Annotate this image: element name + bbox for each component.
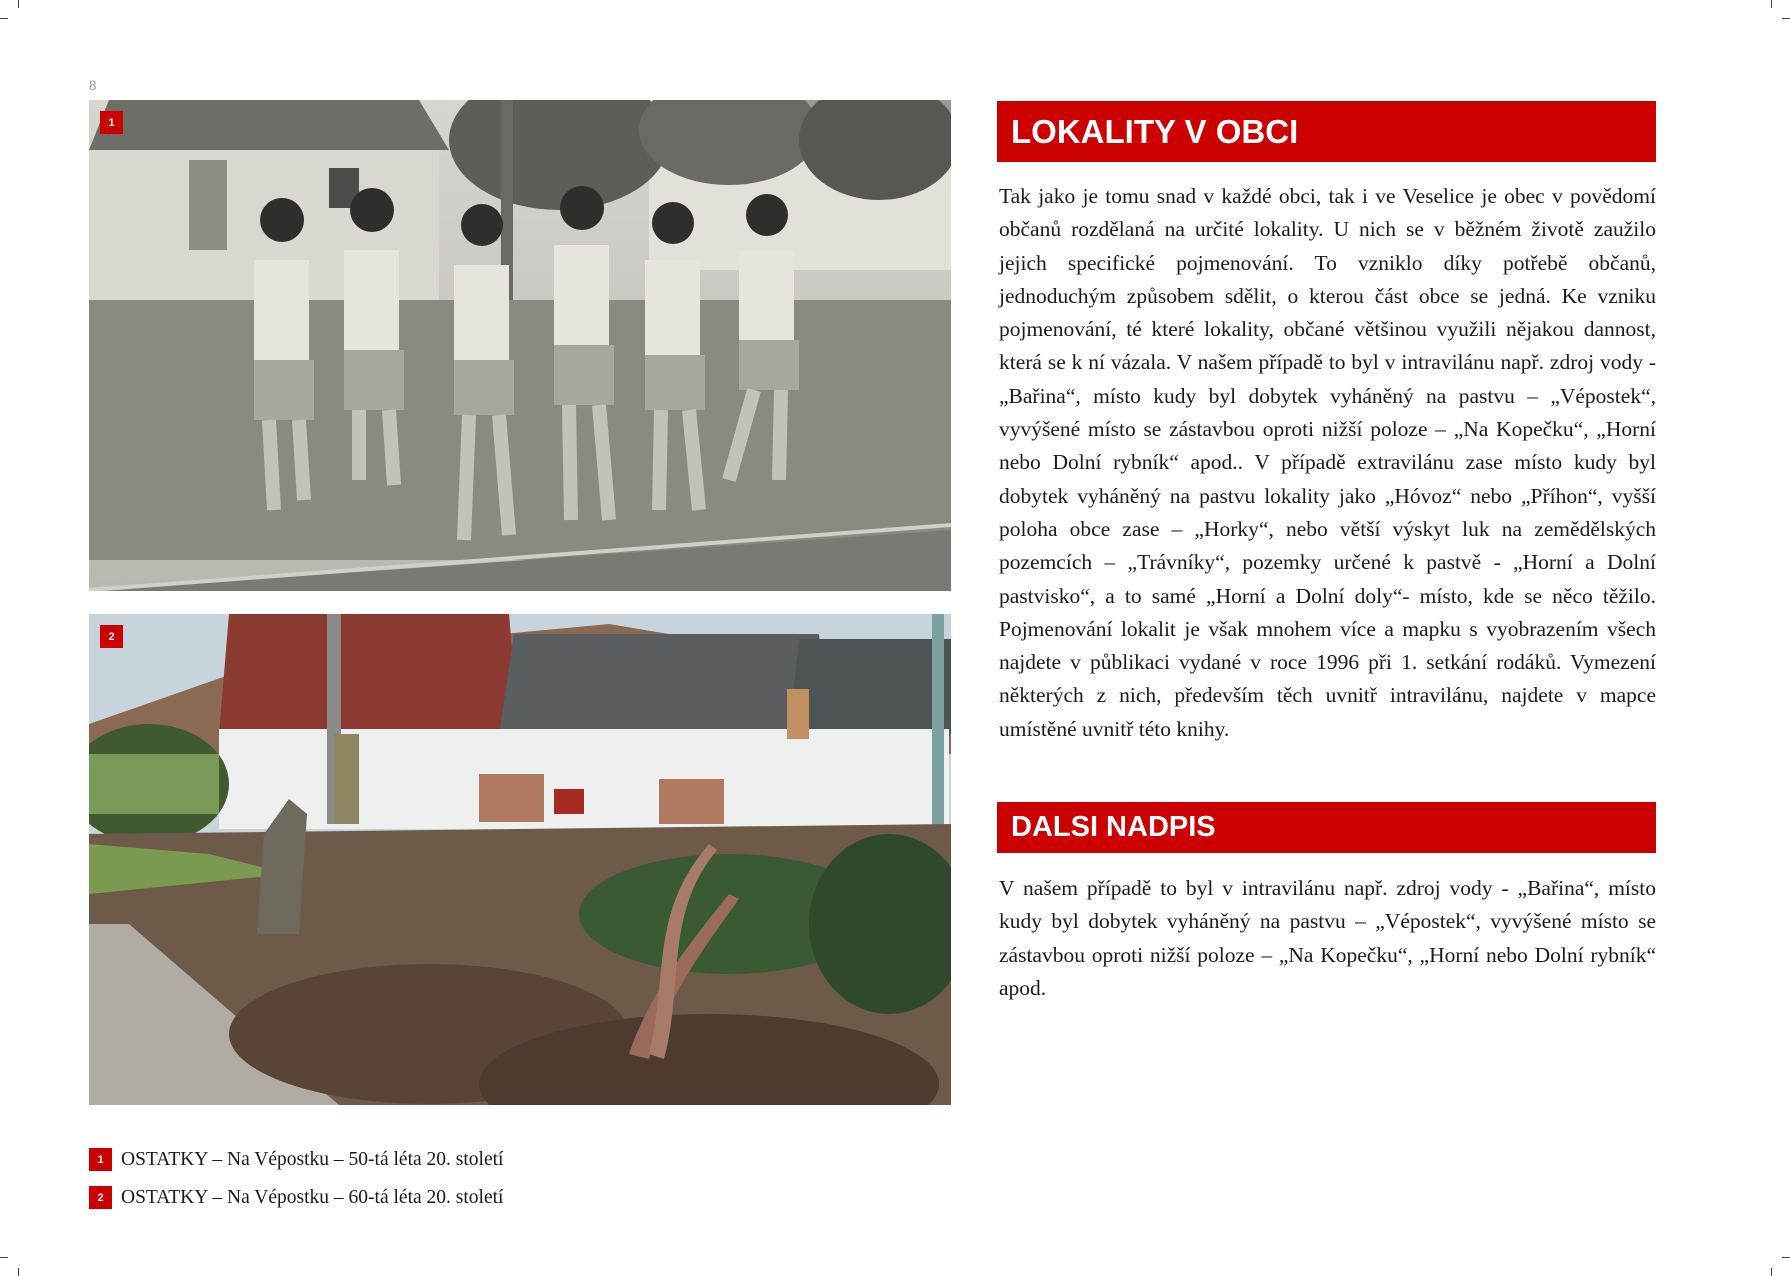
photo-1-image	[89, 100, 951, 591]
page-number: 8	[89, 78, 97, 94]
section-heading-text: LOKALITY V OBCI	[1011, 112, 1299, 150]
crop-mark	[1771, 1268, 1772, 1276]
crop-mark	[1782, 18, 1790, 19]
caption-text: OSTATKY – Na Vépostku – 50-tá léta 20. století	[121, 1148, 504, 1170]
photo-caption	[89, 1148, 503, 1171]
caption-badge: 1	[89, 1148, 112, 1171]
section-body-dalsi: V našem případě to byl v intravilánu např. zdroj vody - „Bařina“, místo kudy byl dobytek vyháněný na pastvu – „Vépostek“, vyvýšené místo se zástavbou oproti nižší poloze – „Na Kopečku“, „Horní nebo Dolní rybník“ apod.	[999, 876, 1656, 1000]
photo-caption	[89, 1186, 503, 1209]
crop-mark	[1782, 1257, 1790, 1258]
photo-2	[89, 614, 951, 1105]
photo-1-badge: 1	[100, 111, 123, 134]
photo-2-badge: 2	[100, 625, 123, 648]
caption-text: OSTATKY – Na Vépostku – 60-tá léta 20. století	[121, 1186, 504, 1208]
crop-mark	[18, 0, 19, 8]
crop-mark	[1771, 0, 1772, 8]
crop-mark	[0, 18, 8, 19]
crop-mark	[18, 1268, 19, 1276]
section-heading-dalsi	[997, 802, 1656, 853]
caption-badge: 2	[89, 1186, 112, 1209]
section-body-lokality: Tak jako je tomu snad v každé obci, tak i ve Veselice je obec v povědomí občanů rozdělaná na určité lokality. U nich se v běžném životě zaužilo jejich specifické pojmenování. To vzniklo díky potřebě občanů, jednoduchým způsobem sdělit, o kterou část obce se jedná. Ke vzniku pojmenování, té které lokality, občané většinou využili nějakou dannost, která se k ní vázala. V našem případě to byl v intravilánu např. zdroj vody - „Bařina“, místo kudy byl dobytek vyháněný na pastvu – „Vépostek“, vyvýšené místo se zástavbou oproti nižší poloze – „Na Kopečku“, „Horní nebo Dolní rybník“ apod.. V případě extravilánu zase místo kudy byl dobytek vyháněný na pastvu lokality jako „Hóvoz“ nebo „Příhon“, vyšší poloha obce zase – „Horky“, nebo větší výskyt luk na zemědělských pozemcích – „Trávníky“, pozemky určené k pastvě - „Horní a Dolní pastvisko“, a to samé „Horní a Dolní doly“- místo, kde se něco těžilo. Pojmenování lokalit je však mnohem více a mapku s vyobrazením všech najdete v půblikaci vydané v roce 1996 při 1. setkání rodáků. Vymezení některých z nich, především těch uvnitř intravilánu, najdete v mapce umístěné uvnitř této knihy.	[999, 184, 1656, 741]
section-heading-lokality	[997, 101, 1656, 162]
photo-1	[89, 100, 951, 591]
crop-mark	[0, 1257, 8, 1258]
photo-2-image	[89, 614, 951, 1105]
section-heading-text: DALSI NADPIS	[1011, 811, 1216, 843]
